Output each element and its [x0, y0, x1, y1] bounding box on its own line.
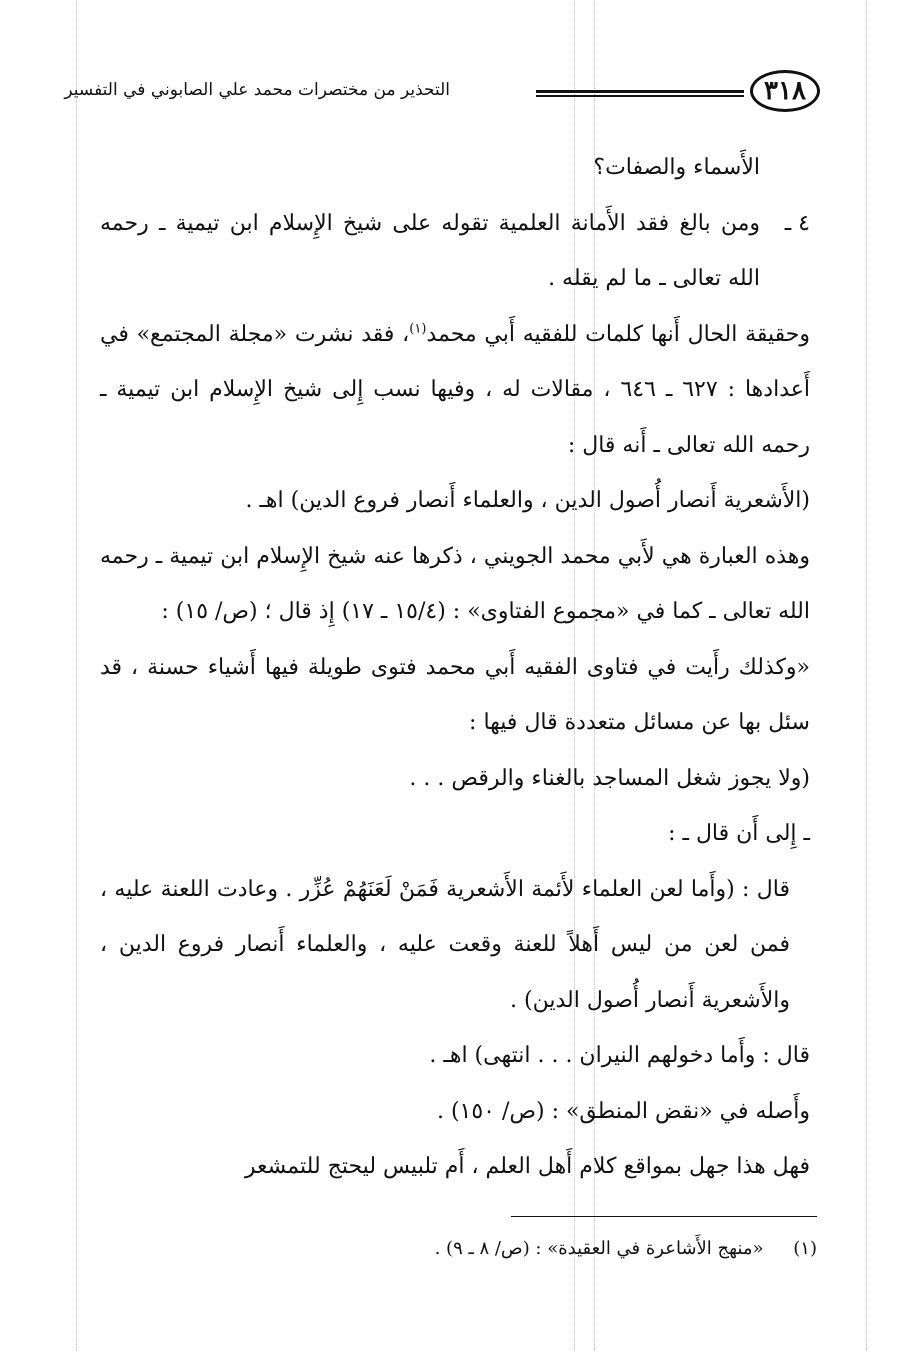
list-item-text: ومن بالغ فقد الأَمانة العلمية تقوله على شيخ الإِسلام ابن تيمية ـ رحمه الله تعالى ـ ما لم يقله .: [100, 210, 760, 291]
list-item-4: [100, 196, 810, 307]
quote-1: (الأَشعرية أَنصار أُصول الدين ، والعلماء أَنصار فروع الدين) اهـ .: [245, 488, 810, 513]
paragraph-6: وأَصله في «نقض المنطق» : (ص/ ١٥٠) .: [436, 1098, 810, 1124]
running-title: التحذير من مختصرات محمد علي الصابوني في التفسير: [64, 80, 450, 100]
paragraph-4: قال : (وأَما لعن العلماء لأَئمة الأَشعرية فَمَنْ لَعَنَهُمْ عُزِّر . وعادت اللعنة عليه ، فمن لعن من ليس أَهلاً للعنة وقعت عليه ، والعلماء أَنصار فروع الدين ، والأَشعرية أَنصار أُصول الدين) .: [100, 876, 790, 1013]
paragraph-1-b: ، فقد نشرت «مجلة المجتمع» في أَعدادها : ٦٢٧ ـ ٦٤٦ ، مقالات له ، وفيها نسب إِلى شيخ الإِسلام ابن تيمية ـ رحمه الله تعالى ـ أَنه قال :: [100, 321, 810, 458]
paragraph-3: «وكذلك رأَيت في فتاوى الفقيه أَبي محمد فتوى طويلة فيها أَشياء حسنة ، قد سئل بها عن مسائل متعددة قال فيها :: [100, 654, 810, 735]
header-rule: [536, 90, 744, 97]
quote-3: ـ إِلى أَن قال ـ :: [668, 821, 810, 846]
page-body: [100, 140, 810, 1195]
footnote-text: «منهج الأَشاعرة في العقيدة» : (ص/ ٨ ـ ٩) .: [434, 1238, 764, 1259]
body-line-intro: الأَسماء والصفات؟: [593, 155, 760, 180]
paragraph-5: قال : وأَما دخولهم النيران . . . انتهى) اهـ .: [429, 1043, 810, 1068]
list-item-number: ٤ ـ: [784, 210, 810, 236]
page-number: ٣١٨: [750, 70, 820, 112]
paragraph-2: وهذه العبارة هي لأَبي محمد الجويني ، ذكرها عنه شيخ الإِسلام ابن تيمية ـ رحمه الله تعالى ـ كما في «مجموع الفتاوى» : (١٥/٤ ـ ١٧) إِذ قال ؛ (ص/ ١٥) :: [100, 543, 810, 624]
scan-guide-line: [76, 0, 77, 1351]
paragraph-7: فهل هذا جهل بمواقع كلام أَهل العلم ، أَم تلبيس ليحتج للتمشعر: [244, 1154, 810, 1179]
footnote-ref: (١): [409, 321, 427, 337]
footnote-mark: (١): [793, 1238, 817, 1259]
footnote-separator: [511, 1216, 817, 1217]
quote-2: (ولا يجوز شغل المساجد بالغناء والرقص . . .: [409, 765, 810, 791]
paragraph-1-a: وحقيقة الحال أَنها كلمات للفقيه أَبي محمد: [426, 321, 810, 347]
page-header: [64, 70, 820, 116]
scan-guide-line: [866, 0, 867, 1351]
footnote: [117, 1238, 817, 1259]
paragraph-1: [100, 307, 810, 474]
